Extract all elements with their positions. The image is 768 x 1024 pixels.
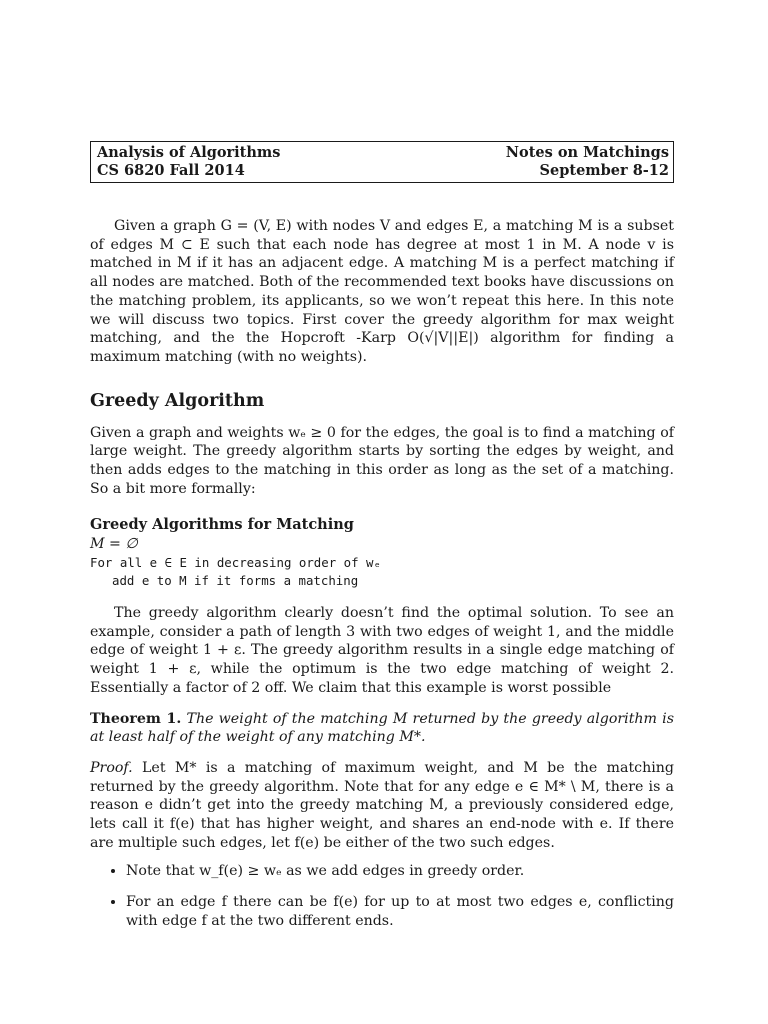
section-heading: Greedy Algorithm <box>90 390 265 411</box>
algorithm-title: Greedy Algorithms for Matching <box>90 516 354 534</box>
bullet-list <box>90 862 674 930</box>
notes-dates: September 8-12 <box>539 162 669 179</box>
header-left <box>97 144 280 180</box>
example-paragraph: The greedy algorithm clearly doesn’t find the optimal solution. To see an example, consider a path of length 3 with two edges of weight 1, and the middle edge of weight 1 + ε. The greedy algorithm results in a single edge matching of weight 1 + ε, while the optimum is the two edge matching of weight 2. Essentially a factor of 2 off. We claim that this example is worst possible <box>90 605 674 696</box>
proof-text: Let M* is a matching of maximum weight, and M be the matching returned by the greedy algorithm. Note that for any edge e ∈ M* \ M, there is a reason e didn’t get into the greedy matching M, a previously considered edge, lets call it f(e) that has higher weight, and shares an end-node with e. If there are multiple such edges, let f(e) be either of the two such edges. <box>90 759 675 851</box>
algorithm-line-2: add e to M if it forms a matching <box>112 573 359 589</box>
course-title: Analysis of Algorithms <box>97 144 281 161</box>
intro-paragraph: Given a graph G = (V, E) with nodes V and edges E, a matching M is a subset of edges M ⊂ E such that each node has degree at most 1 in M. A node v is matched in M if it has an adjacent edge. A matching M is a perfect matching if all nodes are matched. Both of the recommended text books have discussions on the matching problem, its applicants, so we won’t repeat this here. In this note we will discuss two topics. First cover the greedy algorithm for max weight matching, and the the Hopcroft -Karp O(√|V||E|) algorithm for finding a maximum matching (with no weights). <box>90 218 674 365</box>
header-box <box>90 141 674 183</box>
theorem <box>90 710 674 747</box>
list-item: • For an edge f there can be f(e) for up to at most two edges e, conflicting with edge f at the two different ends. <box>126 893 674 930</box>
theorem-text: The weight of the matching M returned by the greedy algorithm is at least half of the weight of any matching M*. <box>90 710 674 746</box>
proof-label: Proof. <box>90 759 133 776</box>
notes-title: Notes on Matchings <box>505 144 669 161</box>
proof <box>90 759 674 853</box>
page <box>90 141 674 943</box>
header-right <box>506 144 669 180</box>
course-id: CS 6820 Fall 2014 <box>97 162 245 179</box>
algorithm-line-1: For all e ∈ E in decreasing order of wₑ <box>90 554 381 570</box>
theorem-label: Theorem 1. <box>90 710 182 727</box>
section-paragraph: Given a graph and weights wₑ ≥ 0 for the edges, the goal is to find a matching of large weight. The greedy algorithm starts by sorting the edges by weight, and then adds edges to the matching in this order as long as the set of a matching. So a bit more formally: <box>90 424 674 497</box>
list-item: • Note that w_f(e) ≥ wₑ as we add edges in greedy order. <box>126 862 674 881</box>
algorithm-init: M = ∅ <box>90 535 138 552</box>
